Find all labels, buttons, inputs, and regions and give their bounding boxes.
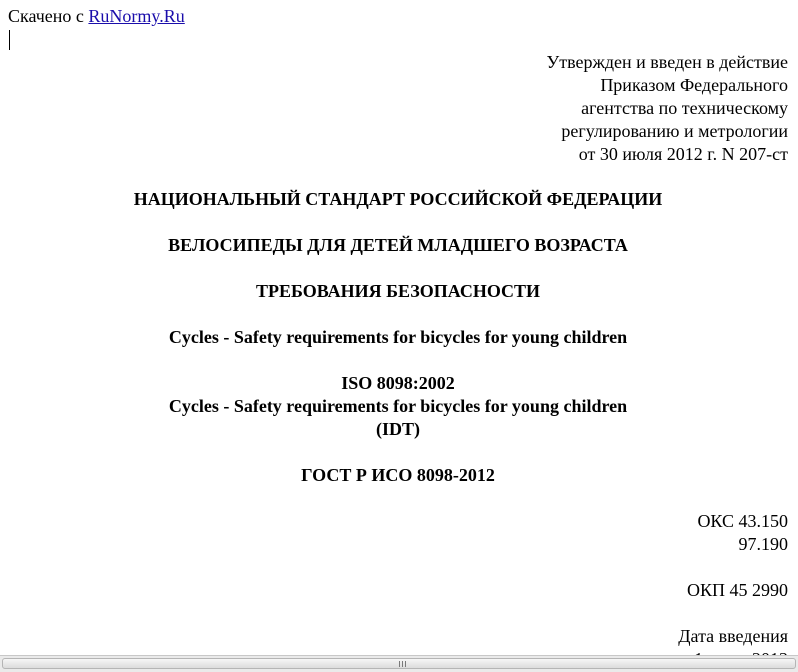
- approval-line: регулированию и метрологии: [561, 121, 788, 141]
- download-source-line: [8, 5, 185, 28]
- text-cursor: [9, 30, 10, 50]
- okp-code: ОКП 45 2990: [686, 580, 788, 600]
- iso-title: Cycles - Safety requirements for bicycles for young children: [168, 396, 628, 416]
- intro-date-label: Дата введения: [678, 626, 788, 646]
- oks-code: 97.190: [738, 534, 788, 554]
- subject-heading: ВЕЛОСИПЕДЫ ДЛЯ ДЕТЕЙ МЛАДШЕГО ВОЗРАСТА: [168, 235, 628, 255]
- runormy-link[interactable]: RuNormy.Ru: [88, 6, 185, 26]
- iso-number: ISO 8098:2002: [341, 373, 455, 393]
- horizontal-scrollbar[interactable]: [0, 655, 798, 672]
- requirements-heading: ТРЕБОВАНИЯ БЕЗОПАСНОСТИ: [255, 281, 541, 301]
- oks-code: ОКС 43.150: [697, 511, 788, 531]
- approval-block: [546, 51, 788, 166]
- downloaded-from-text: Скачено с: [8, 6, 89, 26]
- grip-icon: [398, 661, 407, 667]
- approval-line: Утвержден и введен в действие: [546, 52, 788, 72]
- english-title: Cycles - Safety requirements for bicycles for young children: [168, 327, 628, 347]
- oks-codes: [697, 510, 788, 556]
- scrollbar-thumb[interactable]: [2, 658, 796, 669]
- approval-line: агентства по техническому: [581, 98, 788, 118]
- approval-line: Приказом Федерального: [600, 75, 788, 95]
- approval-line: от 30 июля 2012 г. N 207-ст: [578, 144, 788, 164]
- idt-marker: (IDT): [376, 419, 420, 439]
- gost-number: ГОСТ Р ИСО 8098-2012: [301, 465, 495, 485]
- standard-heading: НАЦИОНАЛЬНЫЙ СТАНДАРТ РОССИЙСКОЙ ФЕДЕРАЦИИ: [133, 189, 663, 209]
